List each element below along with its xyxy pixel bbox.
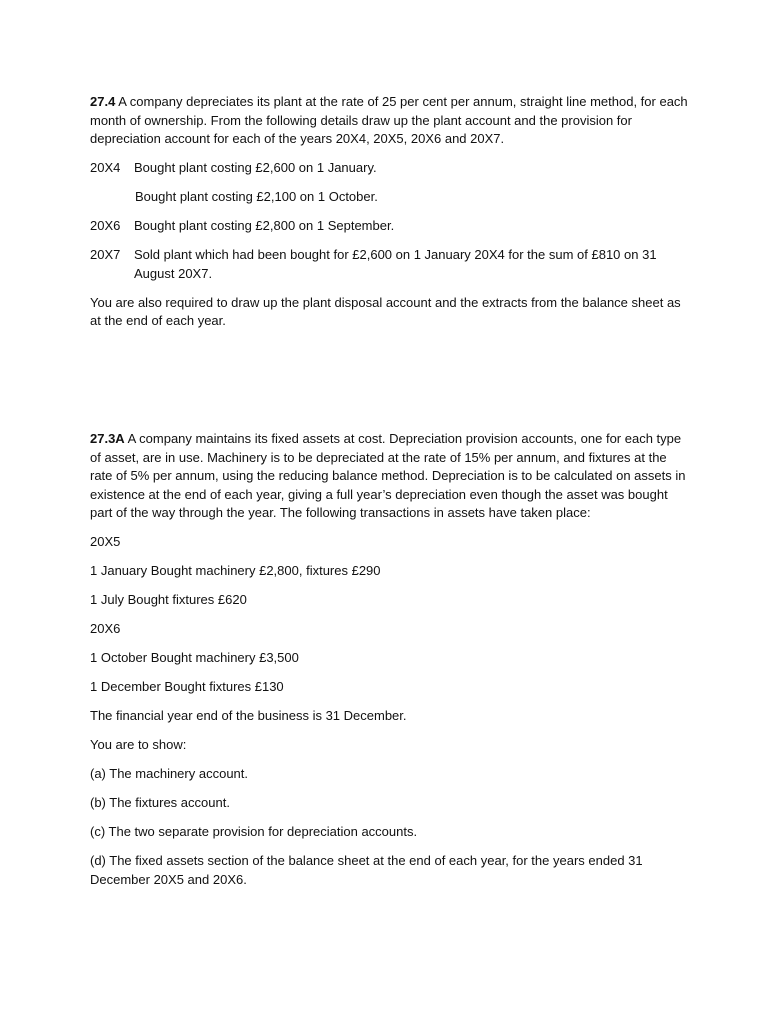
transaction-line	[90, 188, 690, 207]
question-number: 27.4	[90, 94, 116, 109]
year-heading: 20X6	[90, 621, 121, 636]
question-27-4	[90, 93, 690, 341]
question-intro	[90, 93, 690, 149]
task-item: (d) The fixed assets section of the balance sheet at the end of each year, for the years ended 31 December 20X5 and 20X6.	[90, 853, 643, 887]
transaction-year: 20X6	[90, 218, 121, 233]
transaction-line	[90, 159, 690, 178]
year-heading: 20X5	[90, 534, 121, 549]
task-item: (b) The fixtures account.	[90, 795, 230, 810]
transaction-text: Bought plant costing £2,100 on 1 October.	[135, 189, 378, 204]
transaction-year: 20X4	[90, 160, 121, 175]
task-item: (c) The two separate provision for depreciation accounts.	[90, 824, 418, 839]
transaction-text: Sold plant which had been bought for £2,600 on 1 January 20X4 for the sum of £810 on 31 August 20X7.	[134, 247, 657, 281]
question-closing: You are also required to draw up the plant disposal account and the extracts from the balance sheet as at the end of each year.	[90, 294, 681, 328]
task-heading: You are to show:	[90, 737, 187, 752]
transaction-line	[90, 246, 690, 283]
transaction-year: 20X7	[90, 247, 121, 262]
question-27-3a	[90, 430, 690, 900]
year-end-note: The financial year end of the business is 31 December.	[90, 708, 407, 723]
task-item: (a) The machinery account.	[90, 766, 248, 781]
transaction-line	[90, 217, 690, 236]
question-text: A company depreciates its plant at the rate of 25 per cent per annum, straight line method, for each month of ownership. From the following details draw up the plant account and the provision for depreciation account for each of the years 20X4, 20X5, 20X6 and 20X7.	[90, 94, 688, 146]
question-number: 27.3A	[90, 431, 125, 446]
question-text: A company maintains its fixed assets at cost. Depreciation provision accounts, one for each type of asset, are in use. Machinery is to be depreciated at the rate of 15% per annum, and fixtures at the rate of 5% per annum, using the reducing balance method. Depreciation is to be calculated on assets in existence at the end of each year, giving a full year’s depreciation even though the asset was bought part of the way through the year. The following transactions in assets have taken place:	[90, 431, 686, 520]
transaction-line: 1 October Bought machinery £3,500	[90, 650, 299, 665]
transaction-text: Bought plant costing £2,600 on 1 January.	[134, 160, 377, 175]
transaction-line: 1 January Bought machinery £2,800, fixtures £290	[90, 563, 381, 578]
transaction-text: Bought plant costing £2,800 on 1 September.	[134, 218, 395, 233]
transaction-line: 1 July Bought fixtures £620	[90, 592, 247, 607]
question-intro	[90, 430, 690, 523]
transaction-line: 1 December Bought fixtures £130	[90, 679, 284, 694]
